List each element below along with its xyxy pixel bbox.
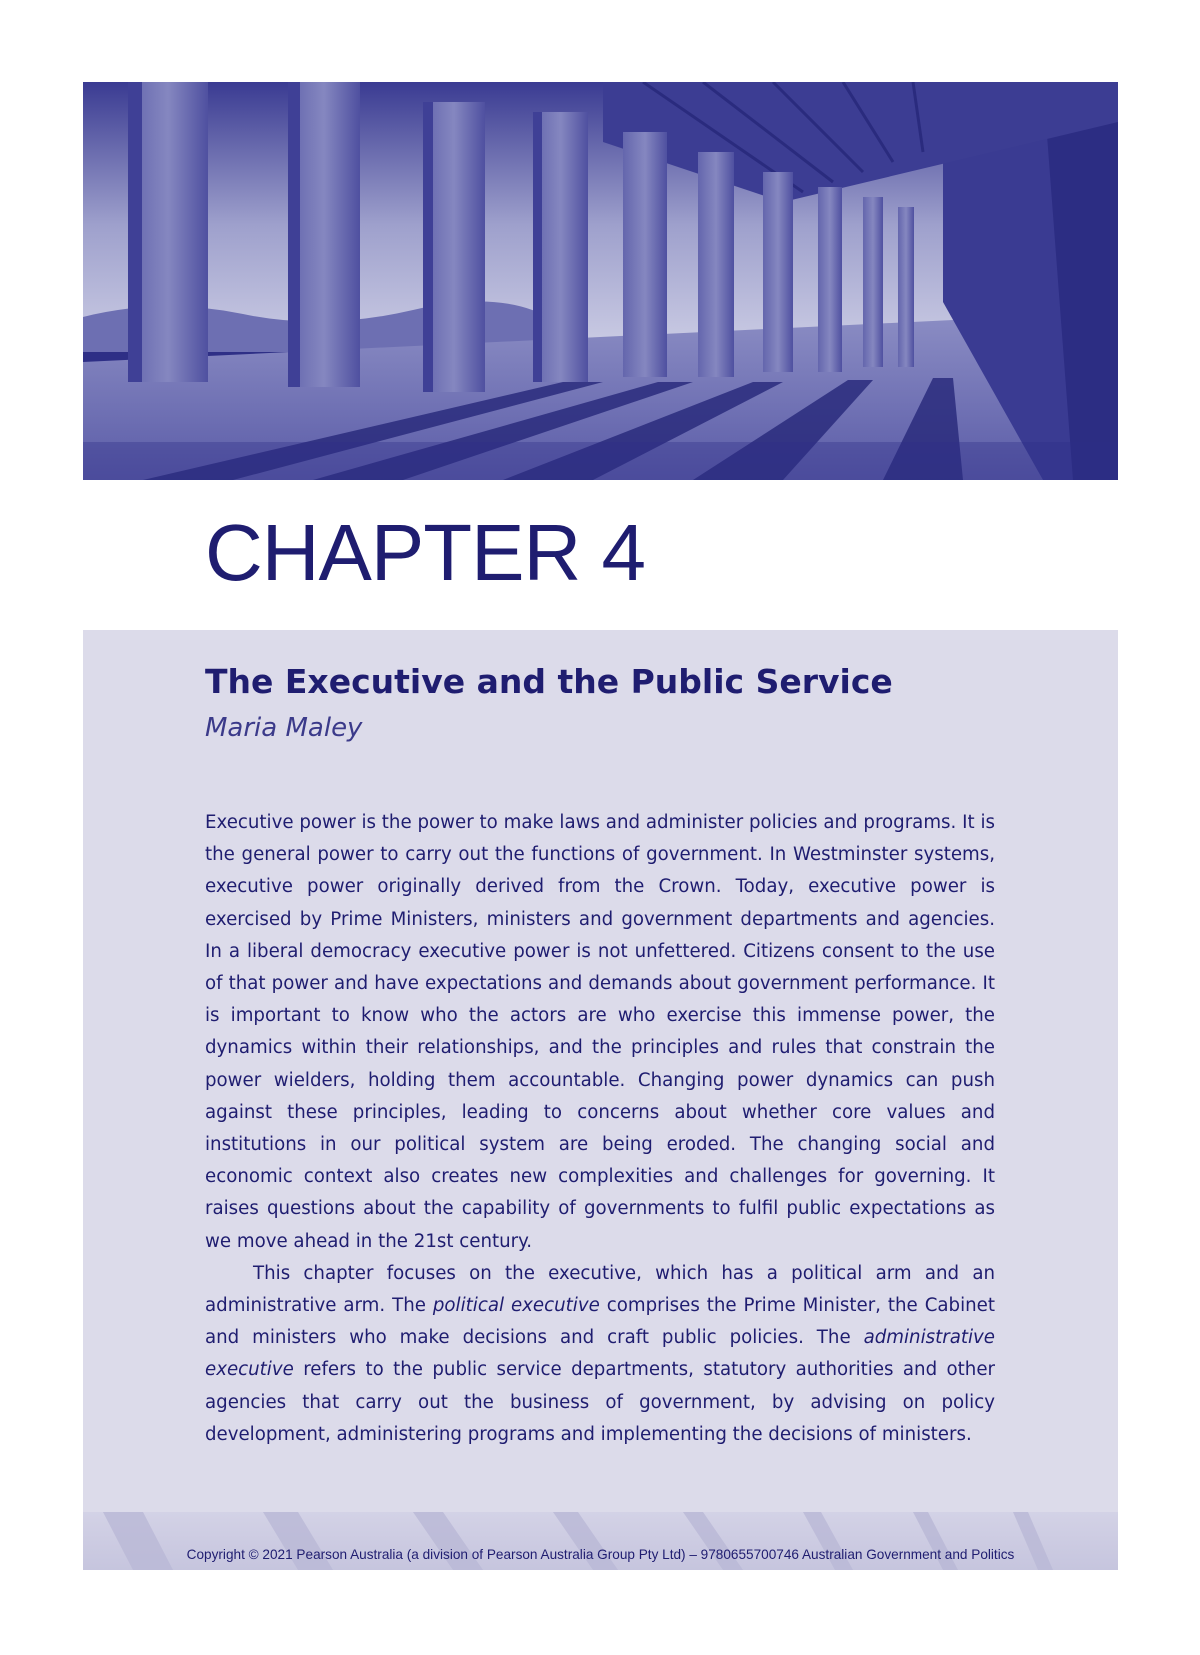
section-title: The Executive and the Public Service bbox=[205, 662, 893, 701]
author-name: Maria Maley bbox=[205, 713, 363, 743]
paragraph-2-part-c: refers to the public service departments, statutory authorities and other agencies that carry out the business of government, by advising on policy development, administering programs and implementing the decisions of ministers. bbox=[205, 1359, 995, 1445]
header-image bbox=[83, 82, 1118, 480]
paragraph-2 bbox=[205, 1258, 995, 1451]
paragraph-2-part-b: comprises the Prime Minister, the Cabinet and ministers who make decisions and craft public policies. The bbox=[205, 1295, 995, 1349]
copyright-footer: Copyright © 2021 Pearson Australia (a division of Pearson Australia Group Pty Ltd) – 9780655700746 Australian Government and Politics bbox=[186, 1547, 1015, 1562]
intro-body bbox=[205, 807, 995, 1451]
term-political-executive: political executive bbox=[432, 1295, 600, 1317]
chapter-title: CHAPTER 4 bbox=[205, 508, 645, 597]
term-administrative-executive: administrative executive bbox=[205, 1327, 995, 1381]
chapter-intro-panel bbox=[83, 630, 1118, 1570]
paragraph-1: Executive power is the power to make laws and administer policies and programs. It is the general power to carry out the functions of government. In Westminster systems, executive power originally derived from the Crown. Today, executive power is exercised by Prime Ministers, ministers and government departments and agencies. In a liberal democracy executive power is not unfettered. Citizens consent to the use of that power and have expectations and demands about government performance. It is important to know who the actors are who exercise this immense power, the dynamics within their relationships, and the principles and rules that constrain the power wielders, holding them accountable. Changing power dynamics can push against these principles, leading to concerns about whether core values and institutions in our political system are being eroded. The changing social and economic context also creates new complexities and challenges for governing. It raises questions about the capability of governments to fulfil public expectations as we move ahead in the 21st century. bbox=[205, 812, 995, 1252]
colonnade-illustration bbox=[83, 82, 1118, 480]
paragraph-2-part-a: This chapter focuses on the executive, which has a political arm and an administrative arm. The bbox=[205, 1262, 995, 1317]
